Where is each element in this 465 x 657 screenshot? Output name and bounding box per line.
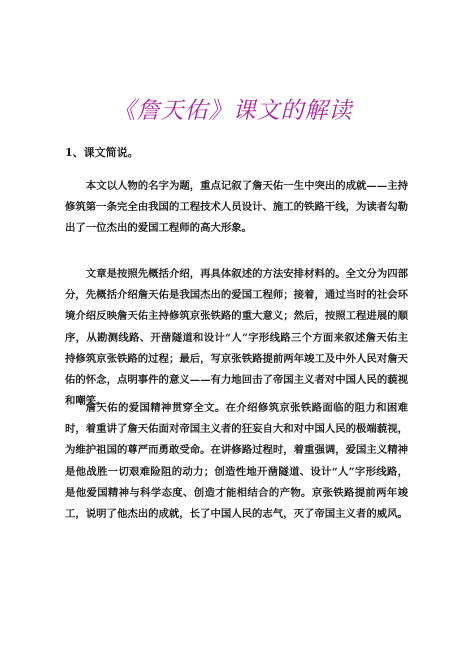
paragraph-summary: 本文以人物的名字为题，重点记叙了詹天佑一生中突出的成就——主持修筑第一条完全由我国的工程技术人员设计、施工的铁路干线，为读者勾勒出了一位杰出的爱国工程师的高大形象。 [65, 180, 408, 235]
section-heading: 1、课文简说。 [65, 146, 139, 159]
paragraph-structure: 文章是按照先概括介绍，再具体叙述的方法安排材料的。全文分为四部分，先概括介绍詹天佑是我国杰出的爱国工程师；接着，通过当时的社会环境介绍反映詹天佑主持修筑京张铁路的重大意义；然后，按照工程进展的顺序，从勘测线路、开凿隧道和设计“人”字形线路三个方面来叙述詹天佑主持修筑京张铁路的过程；最后，写京张铁路提前两年竣工及中外人民对詹天佑的怀念，点明事件的意义——有力地回击了帝国主义者对中国人民的藐视和嘲笑。 [65, 268, 408, 408]
document-title: 《詹天佑》课文的解读 [112, 98, 353, 124]
paragraph-patriotism: 詹天佑的爱国精神贯穿全文。在介绍修筑京张铁路面临的阻力和困难时，着重讲了詹天佑面对帝国主义者的狂妄自大和对中国人民的极端藐视，为维护祖国的尊严而勇敢受命。在讲修路过程时，着重强调，爱国主义精神是他战胜一切艰难险阻的动力；创造性地开凿隧道、设计“人”字形线路，是他爱国精神与科学态度、创造才能相结合的产物。京张铁路提前两年竣工，说明了他杰出的成就，长了中国人民的志气，灭了帝国主义者的威风。 [65, 402, 408, 521]
